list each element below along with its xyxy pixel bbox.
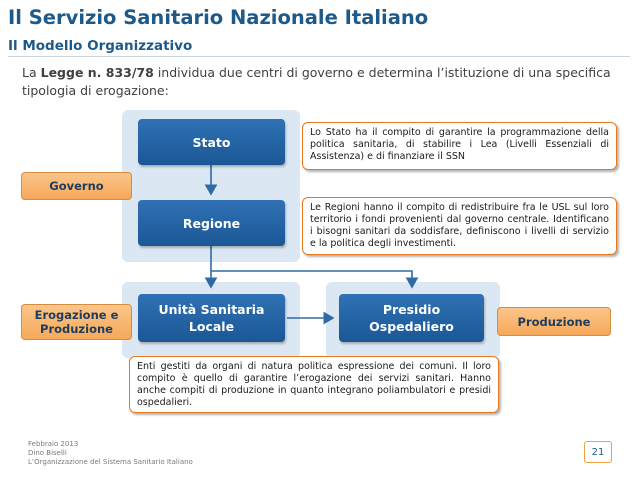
footer-author: Dino Biselli xyxy=(28,449,67,457)
page-number: 21 xyxy=(584,441,612,463)
stato-box: Stato xyxy=(138,119,285,165)
footer-course: L’Organizzazione del Sistema Sanitario Italiano xyxy=(28,458,193,466)
intro-law: Legge n. 833/78 xyxy=(40,65,154,80)
intro-prefix: La xyxy=(22,65,41,80)
regione-note: Le Regioni hanno il compito di redistribuire fra le USL sul loro territorio i fondi provenienti dal governo centrale. Identificano i bisogni sanitari da soddisfare, definiscono i livelli di servizio e la politica degli investimenti. xyxy=(302,197,617,255)
page-subtitle: Il Modello Organizzativo xyxy=(8,38,193,54)
usl-note: Enti gestiti da organi di natura politica espressione dei comuni. Il loro compito è quello di garantire l’erogazione dei servizi sanitari. Hanno anche compiti di produzione in quanto integrano poliambulatori e presidi ospedalieri. xyxy=(129,356,499,413)
footer xyxy=(28,440,193,467)
arrow-regione-presidio xyxy=(211,271,412,287)
intro-body: individua due centri di governo e determina l’istituzione di una specifica tipologia di erogazione: xyxy=(22,65,611,98)
page-title: Il Servizio Sanitario Nazionale Italiano xyxy=(8,6,429,29)
governo-label: Governo xyxy=(21,172,132,200)
usl-box: Unità Sanitaria Locale xyxy=(138,294,285,342)
stato-note: Lo Stato ha il compito di garantire la programmazione della politica sanitaria, di stabilire i Lea (Livelli Essenziali di Assistenza) e di finanziare il SSN xyxy=(302,122,617,170)
erogazione-label: Erogazione e Produzione xyxy=(21,304,132,340)
footer-date: Febbraio 2013 xyxy=(28,440,79,448)
regione-box: Regione xyxy=(138,200,285,246)
presidio-box: Presidio Ospedaliero xyxy=(339,294,484,342)
produzione-label: Produzione xyxy=(497,307,611,336)
